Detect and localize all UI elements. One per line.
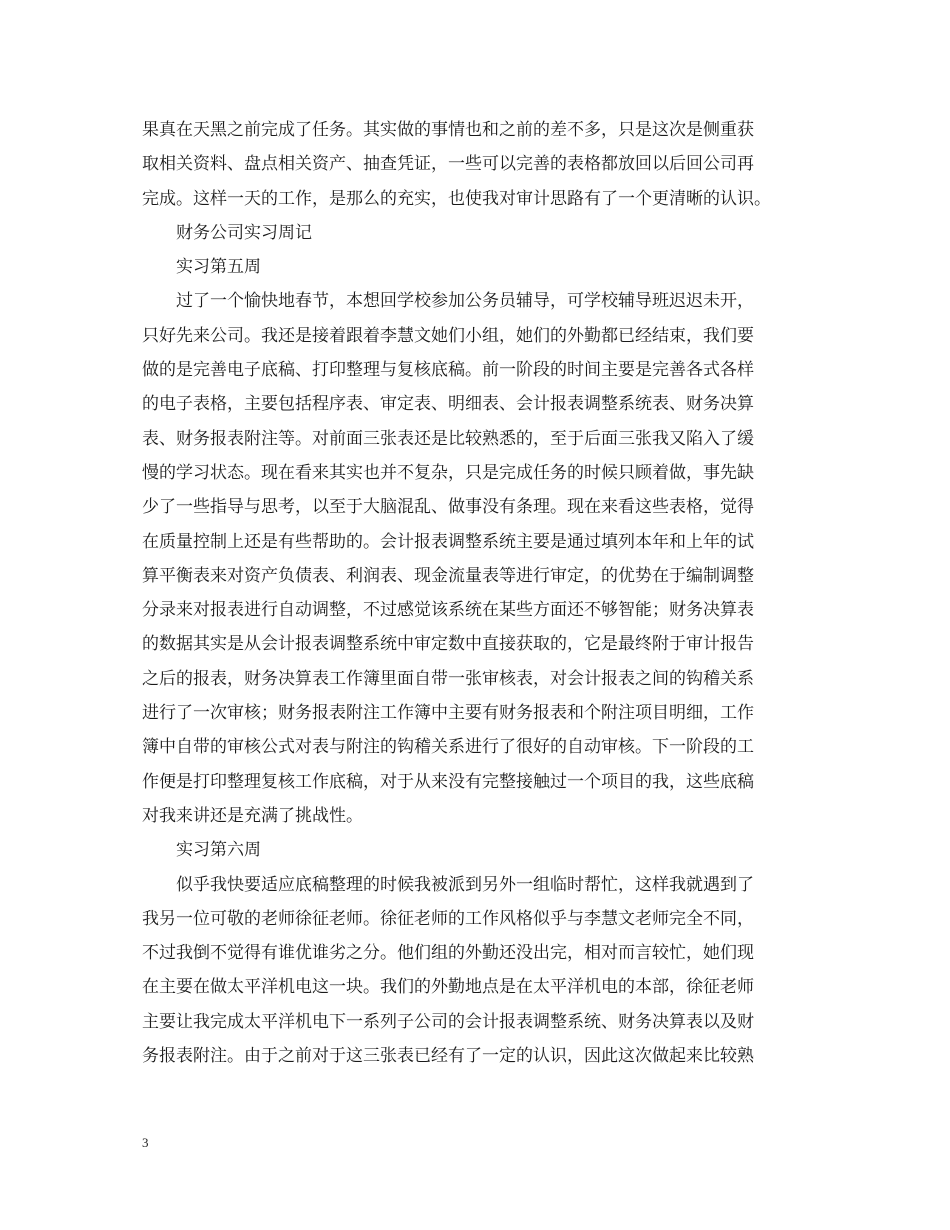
text-line: 只好先来公司。我还是接着跟着李慧文她们小组，她们的外勤都已经结束，我们要 xyxy=(142,325,754,346)
text-line: 的电子表格，主要包括程序表、审定表、明细表、会计报表调整系统表、财务决算 xyxy=(142,394,754,415)
week-heading: 实习第五周 xyxy=(176,257,261,278)
text-line: 主要让我完成太平洋机电下一系列子公司的会计报表调整系统、财务决算表以及财 xyxy=(142,1011,754,1032)
text-line: 在主要在做太平洋机电这一块。我们的外勤地点是在太平洋机电的本部，徐征老师 xyxy=(142,977,754,998)
page-number: 3 xyxy=(142,1135,149,1150)
text-line: 取相关资料、盘点相关资产、抽查凭证，一些可以完善的表格都放回以后回公司再 xyxy=(142,154,754,175)
text-line: 之后的报表，财务决算表工作簿里面自带一张审核表，对会计报表之间的钩稽关系 xyxy=(142,668,754,689)
text-line: 对我来讲还是充满了挑战性。 xyxy=(142,805,363,826)
text-line: 算平衡表来对资产负债表、利润表、现金流量表等进行审定，的优势在于编制调整 xyxy=(142,565,754,586)
paragraph-start: 似乎我快要适应底稿整理的时候我被派到另外一组临时帮忙，这样我就遇到了 xyxy=(176,874,754,895)
week-heading: 实习第六周 xyxy=(176,840,261,861)
text-line: 果真在天黑之前完成了任务。其实做的事情也和之前的差不多，只是这次是侧重获 xyxy=(142,120,754,140)
text-line: 表、财务报表附注等。对前面三张表还是比较熟悉的，至于后面三张我又陷入了缓 xyxy=(142,428,754,449)
text-line: 不过我倒不觉得有谁优谁劣之分。他们组的外勤还没出完，相对而言较忙，她们现 xyxy=(142,943,754,964)
paragraph-start: 过了一个愉快地春节，本想回学校参加公务员辅导，可学校辅导班迟迟未开， xyxy=(176,291,754,312)
text-line: 簿中自带的审核公式对表与附注的钩稽关系进行了很好的自动审核。下一阶段的工 xyxy=(142,737,754,758)
text-line: 作便是打印整理复核工作底稿，对于从来没有完整接触过一个项目的我，这些底稿 xyxy=(142,771,754,792)
section-heading: 财务公司实习周记 xyxy=(176,222,312,243)
text-line: 在质量控制上还是有些帮助的。会计报表调整系统主要是通过填列本年和上年的试 xyxy=(142,531,754,552)
text-line: 的数据其实是从会计报表调整系统中审定数中直接获取的，它是最终附于审计报告 xyxy=(142,634,754,655)
text-line: 我另一位可敬的老师徐征老师。徐征老师的工作风格似乎与李慧文老师完全不同， xyxy=(142,908,754,929)
text-line: 完成。这样一天的工作，是那么的充实，也使我对审计思路有了一个更清晰的认识。 xyxy=(142,188,771,209)
text-line: 慢的学习状态。现在看来其实也并不复杂，只是完成任务的时候只顾着做，事先缺 xyxy=(142,462,754,483)
text-line: 分录来对报表进行自动调整，不过感觉该系统在某些方面还不够智能；财务决算表 xyxy=(142,600,754,621)
text-line: 少了一些指导与思考，以至于大脑混乱、做事没有条理。现在来看这些表格，觉得 xyxy=(142,497,754,518)
body-text xyxy=(142,113,818,1073)
text-line: 务报表附注。由于之前对于这三张表已经有了一定的认识，因此这次做起来比较熟 xyxy=(142,1046,754,1067)
text-line: 做的是完善电子底稿、打印整理与复核底稿。前一阶段的时间主要是完善各式各样 xyxy=(142,360,754,381)
text-line: 进行了一次审核；财务报表附注工作簿中主要有财务报表和个附注项目明细，工作 xyxy=(142,703,754,724)
